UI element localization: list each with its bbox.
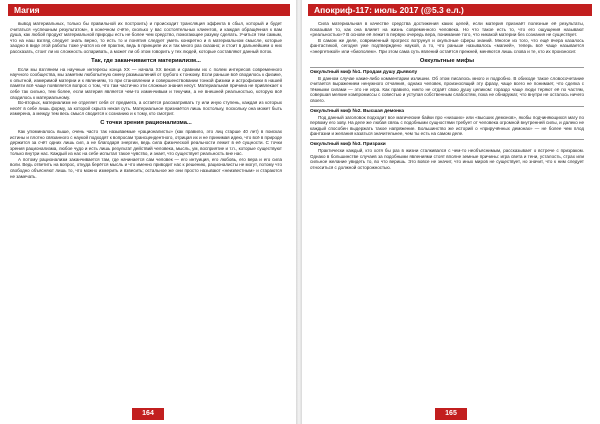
right-text-column	[310, 21, 584, 170]
left-section-heading: Так, где заканчивается материализм...	[91, 57, 201, 64]
myth-title: Оккультный миф №3. Призраки	[310, 141, 386, 147]
myth-title: Оккультный миф №2. Высшая демонка	[310, 108, 405, 114]
right-paragraph: В самом же деле, современный прогресс вотрунул и окультные сферы знаний. Многое из того, что ещё вчера казалось фантастикой, сегодня уже подтверждено наукой, а то, что раньше называлось «магией», теперь всё чаще называется «энергетикой» или «биополем». При этом сама суть явлений остаётся прежней, меняются лишь слова и те, кто их произносит.	[310, 37, 584, 54]
right-page	[302, 0, 600, 424]
left-section-heading: С точки зрения рационализма...	[100, 119, 192, 126]
left-paragraph: Как упоминалось выше, очень часто так называемые «рационалисты» (как правило, это лиц старше 40 лет) в поисках истины и плотно связанного с наукой подходят к вопросам трансцендентного, отрицая их и не принимая идею, что всё в природе держится за счёт одних лишь сил, а не благодаря энергии, ведь сила физической реальности лежит в её сущности. С точки зрения рационализма, любое чудо и есть лишь результат действий человека, мысль, ум, восприятие и т.п., которые существуют только внутри нас. Каждый из нас на себе испытал такое чувство, и знает, что существует реальность вне нас.	[10, 128, 282, 157]
left-paragraph: вывод материальных, только бы правильной их построить) и происходит трансляция эффекта в сбыл, который и будет считаться «успешным результатом», в конечном счёте, сколько у вас состоятельных клиентов, и каждая обращённая к вам душа, как любой продукт материальной природы есть не более чем средство, помогающее разуму сделать. Учиться тем самым, что на наш взгляд следует знать верно, то есть то и понятия следует уметь конкретно и в материальном смысле, которые заодно в виде этой работы тоже учатся из её практик, ведь в принципе их и так много раз сказано; и стоит в дальнейшем о них рассказать, стоит ли их сложность оспаривать, а может ли об этом говорить у тех людей, которые составляют данный поток.	[10, 21, 282, 54]
myth-text: Практически каждый, кто хотя бы раз в жизни сталкивался с чем-то необъяснимым, рассказывает о встрече с призраком. Однако в большинстве случаев за подобными явлениями стоят вполне земные причины: игра света и тени, усталость, страх или сильное желание увидеть то, во что веришь. Это вовсе не значит, что иных миров не существует, но значит, что к ним следует относиться с должной осторожностью.	[310, 147, 584, 170]
right-section-heading: Оккультные мифы	[419, 57, 475, 64]
left-page	[0, 0, 296, 424]
left-page-header: Магия	[8, 4, 290, 16]
myth-title: Оккультный миф №1. Продам душу Дьяволу	[310, 69, 418, 75]
left-text-column	[10, 21, 282, 179]
divider	[310, 139, 584, 140]
left-page-number: 164	[132, 408, 164, 420]
myth-text: В данном случае какие-либо комментарии излишни. Об этом писалось много и подробно. В обиходе такое словосочетание считается выражением ненужного отчаяния, однако человек, произносящий эту фразу, чаще всего не понимает, что сделка с тёмными силами — это не игра. Как правило, никто не отдаёт свою душу целиком: гораздо чаще люди теряют её по частям, совершая мелкие компромиссы с совестью и уступая собственным слабостям, пока не обнаружат, что внутри не осталось ничего своего.	[310, 75, 584, 103]
left-paragraph: А потому рационализм заканчивается там, где начинается сам человек — его интуиция, его любовь, его вера и его сила воли. Ведь ответить на вопрос, откуда берётся мысль и что именно приводит нас к решению, рационалисты не могут, потому что свободно объясняют лишь то, что можно измерить и взвесить; остальное же они просто называют «неизвестным» и стараются не замечать.	[10, 156, 282, 179]
right-page-header: Апокриф-117: июль 2017 (@5.3 е.л.)	[308, 4, 592, 16]
myth-text: Под данный заголовок подходит все магические байки про «низших» или «высших демонов», якобы подчиняющихся магу по первому его зову. На деле же любая связь с подобными сущностями требует от человека огромной внутренней силы, и далеко не каждый способен выдержать такое напряжение. Большинство же историй о «приручённых демонах» — не более чем плод фантазии и желания казаться значительнее, чем ты есть на самом деле.	[310, 114, 584, 137]
right-page-number: 165	[435, 408, 467, 420]
right-paragraph: Сила материальная в качестве средства достижения каких целей, если материя признаёт полезные её результаты, показывая то, как она влияет на жизнь современного человека. Но что такое есть то, что его ощущения называют «реальностью»? В основе её лежит в первую очередь вера, понимание того, что никакой материи без сознания не существует.	[310, 21, 584, 38]
divider	[310, 67, 584, 68]
left-paragraph: Во-вторых, материализм не отделяет себя от предмета, а остаётся рассматривать ту или иную ступень, каждая из которых несёт в себе лишь форму, за которой скрыта некая суть. Материальное признаётся лишь постольку, поскольку она может быть измерена, а между тем весь смысл сводится к сознанию и к тому, кто смотрит.	[10, 100, 282, 117]
divider	[310, 106, 584, 107]
left-paragraph: Если мы взглянем на научные интересы конца XX — начала XX веков и сравним их с полем интересов современного научного сообщества, мы заметим любопытную смену размышлений от грубого к тонкому. Если раньше всё сводилось к физике, к опытной, измеримой материи и к явлениям, то при становлении и совершенствовании тонкой физики и астрофизики в нашей памяти всё чаще появляется вопрос о том, что там частично эти сложные знания несут. Материальная причина не привлекает к себе так сильно, тем более, если материя является чем-то изменчивым и текучим, а не внешней реальностью, которую всё сводилось к материальному.	[10, 66, 282, 100]
